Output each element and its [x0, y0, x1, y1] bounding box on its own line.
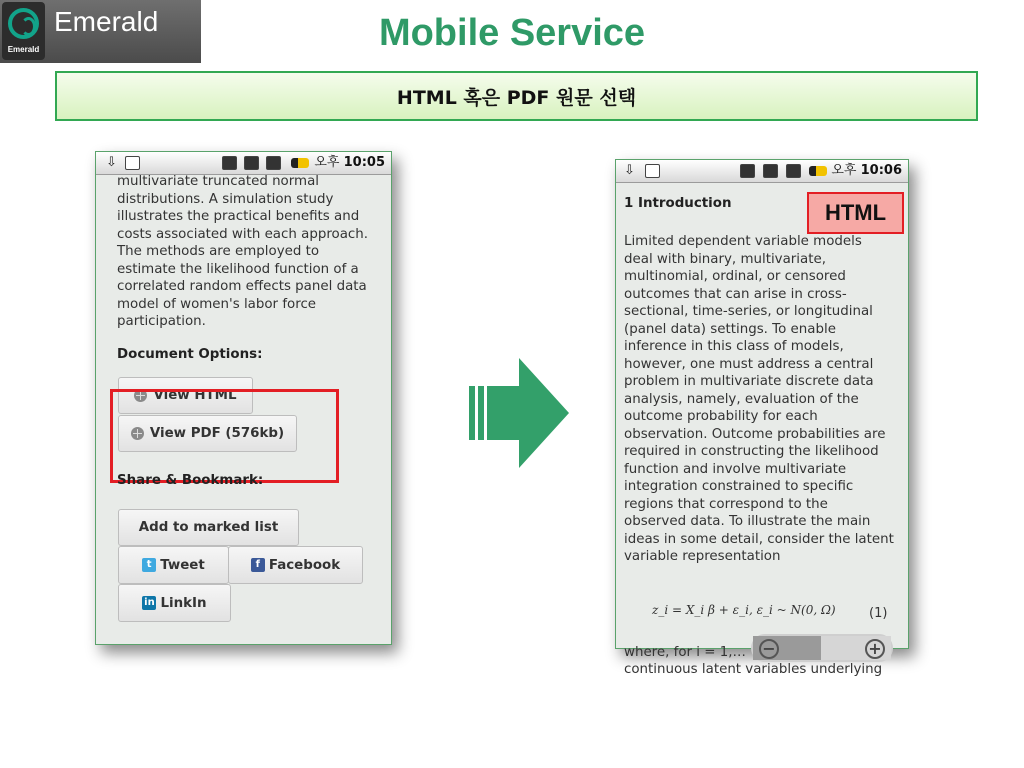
tweet-label: Tweet	[160, 557, 205, 573]
left-phone-screenshot	[95, 151, 392, 645]
volume-icon	[244, 156, 259, 170]
equation: z_i = X_i β + ε_i, ε_i ~ N(0, Ω)	[652, 603, 836, 617]
page-title: Mobile Service	[378, 12, 646, 54]
status-bar	[96, 152, 391, 175]
download-icon: ⇩	[624, 163, 635, 178]
linkin-label: LinkIn	[160, 595, 207, 611]
logo-wordmark: Emerald	[54, 6, 159, 37]
status-clock: 오후 10:06	[831, 163, 902, 178]
view-pdf-label: View PDF (576kb)	[149, 426, 285, 441]
linkedin-icon: in	[144, 597, 155, 608]
zoom-out-icon[interactable]: −	[759, 639, 779, 659]
download-icon: ⇩	[106, 155, 117, 170]
body-text: Limited dependent variable models deal with binary, multivariate, multinomial, ordinal, or censored outcomes that can arise in cross-sectional, time-series, or longitudinal (panel data) settings. To enable inference in this class of models, however, one must address a central problem in multivariate discrete data analysis, namely, evaluation of the outcome probability for each observation. Outcome probabilities are required in constructing the likelihood function and involve multivariate integration constrained to specific regions that correspond to the observed data. To illustrate the main ideas in some detail, consider the latent variable representation	[624, 234, 894, 564]
equation-number: (1)	[869, 606, 888, 621]
twitter-icon: t	[142, 558, 156, 572]
cut-off-text: continuous latent variables underlying	[624, 662, 883, 677]
battery-icon	[291, 158, 309, 168]
zoom-in-icon[interactable]: +	[865, 639, 885, 659]
linkin-button[interactable]	[118, 584, 231, 622]
sim-card-icon	[125, 156, 140, 170]
abstract-text: multivariate truncated normal distributions. A simulation study illustrates the practical benefits and costs associated with each approach. The methods are employed to estimate the likelihood function of a correlated random effects panel data model of women's labor force participation.	[117, 174, 369, 329]
volume-icon	[740, 164, 755, 178]
right-phone-screenshot	[615, 159, 909, 677]
status-bar	[616, 160, 908, 183]
status-clock: 오후 10:05	[314, 155, 385, 170]
add-marked-label: Add to marked list	[138, 520, 279, 535]
html-badge: HTML	[807, 192, 904, 234]
share-bookmark-heading: Share & Bookmark:	[117, 473, 264, 488]
sim-card-icon	[645, 164, 660, 178]
signal-3g-icon	[266, 156, 281, 170]
subtitle-banner: HTML 혹은 PDF 원문 선택	[55, 71, 978, 121]
sync-icon	[763, 164, 778, 178]
right-page-content	[616, 183, 908, 677]
facebook-icon: f	[251, 558, 265, 572]
signal-3g-icon	[786, 164, 801, 178]
right-arrow-icon	[469, 358, 569, 468]
facebook-label: Facebook	[268, 557, 341, 573]
tweet-button[interactable]	[118, 546, 229, 584]
highlight-box	[110, 389, 339, 483]
document-options-heading: Document Options:	[117, 347, 263, 362]
left-page-content	[96, 175, 391, 644]
logo-small-text: Emerald	[7, 45, 40, 54]
after-equation-text: where, for i = 1,…	[624, 645, 746, 660]
section-heading: 1 Introduction	[624, 196, 732, 211]
zoom-control[interactable]	[751, 634, 893, 662]
add-to-marked-list-button[interactable]	[118, 509, 299, 546]
battery-icon	[809, 166, 827, 176]
facebook-button[interactable]	[228, 546, 363, 584]
view-html-label: View HTML	[153, 388, 237, 403]
wifi-icon	[222, 156, 237, 170]
